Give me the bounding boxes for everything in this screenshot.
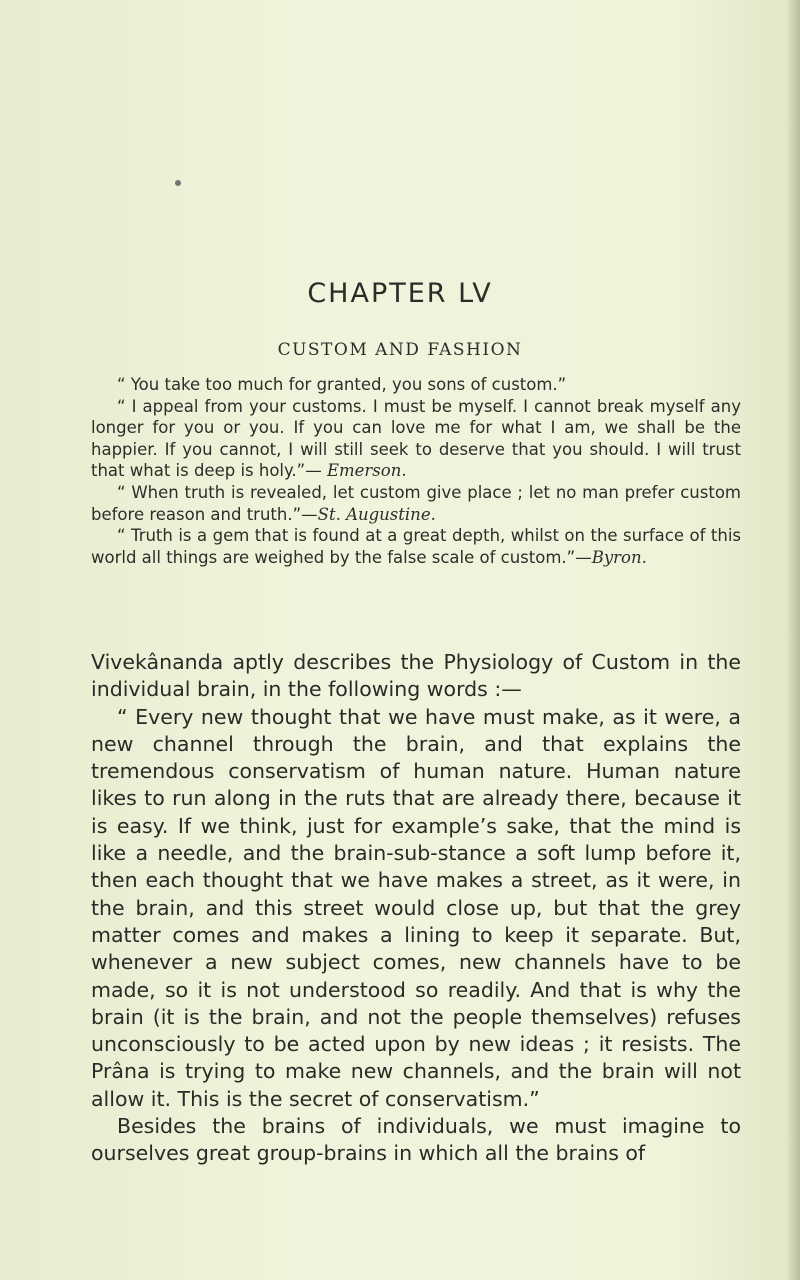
epigraph xyxy=(91,396,741,482)
epigraph xyxy=(91,374,741,396)
epigraph xyxy=(91,525,741,568)
epigraph-text: “ You take too much for granted, you sons of custom.” xyxy=(117,375,567,394)
epigraph-attribution: St. Augustine. xyxy=(317,504,436,524)
epigraph-text: “ I appeal from your customs. I must be myself. I cannot break myself any longer for you or you. If you can love me for what I am, we shall be the happier. If you cannot, I will still seek to deserve that you should. I will trust that what is deep is holy.”— xyxy=(91,396,741,481)
chapter-title: CHAPTER LV xyxy=(307,278,493,309)
page-edge-shadow xyxy=(786,0,800,1280)
body-paragraph: Besides the brains of individuals, we must imagine to ourselves great group-brains in which all the brains of xyxy=(91,1114,741,1166)
epigraph-attribution: Byron. xyxy=(591,547,647,567)
body-paragraph: Vivekânanda aptly describes the Physiology of Custom in the individual brain, in the following words :— xyxy=(91,650,741,702)
epigraph-text: “ Truth is a gem that is found at a great depth, whilst on the surface of this world all things are weighed by the false scale of custom.”— xyxy=(91,526,741,567)
body-text xyxy=(91,649,741,1168)
body-paragraph: “ Every new thought that we have must make, as it were, a new channel through the brain, and that explains the tremendous conservatism of human nature. Human nature likes to run along in the ruts that are already there, because it is easy. If we think, just for example’s sake, that the mind is like a needle, and the brain-sub-stance a soft lump before it, then each thought that we have makes a street, as it were, in the brain, and this street would close up, but that the grey matter comes and makes a lining to keep it separate. But, whenever a new subject comes, new channels have to be made, so it is not understood so readily. And that is why the brain (it is the brain, and not the people themselves) refuses unconsciously to be acted upon by new ideas ; it resists. The Prâna is trying to make new channels, and the brain will not allow it. This is the secret of conservatism.” xyxy=(91,704,741,1111)
epigraphs xyxy=(91,374,741,568)
epigraph-attribution: Emerson. xyxy=(326,461,407,481)
ink-speck xyxy=(175,180,181,186)
epigraph-text: “ When truth is revealed, let custom give place ; let no man prefer custom before reason and truth.”— xyxy=(91,482,741,524)
chapter-subtitle: CUSTOM AND FASHION xyxy=(277,340,523,360)
epigraph xyxy=(91,482,741,525)
